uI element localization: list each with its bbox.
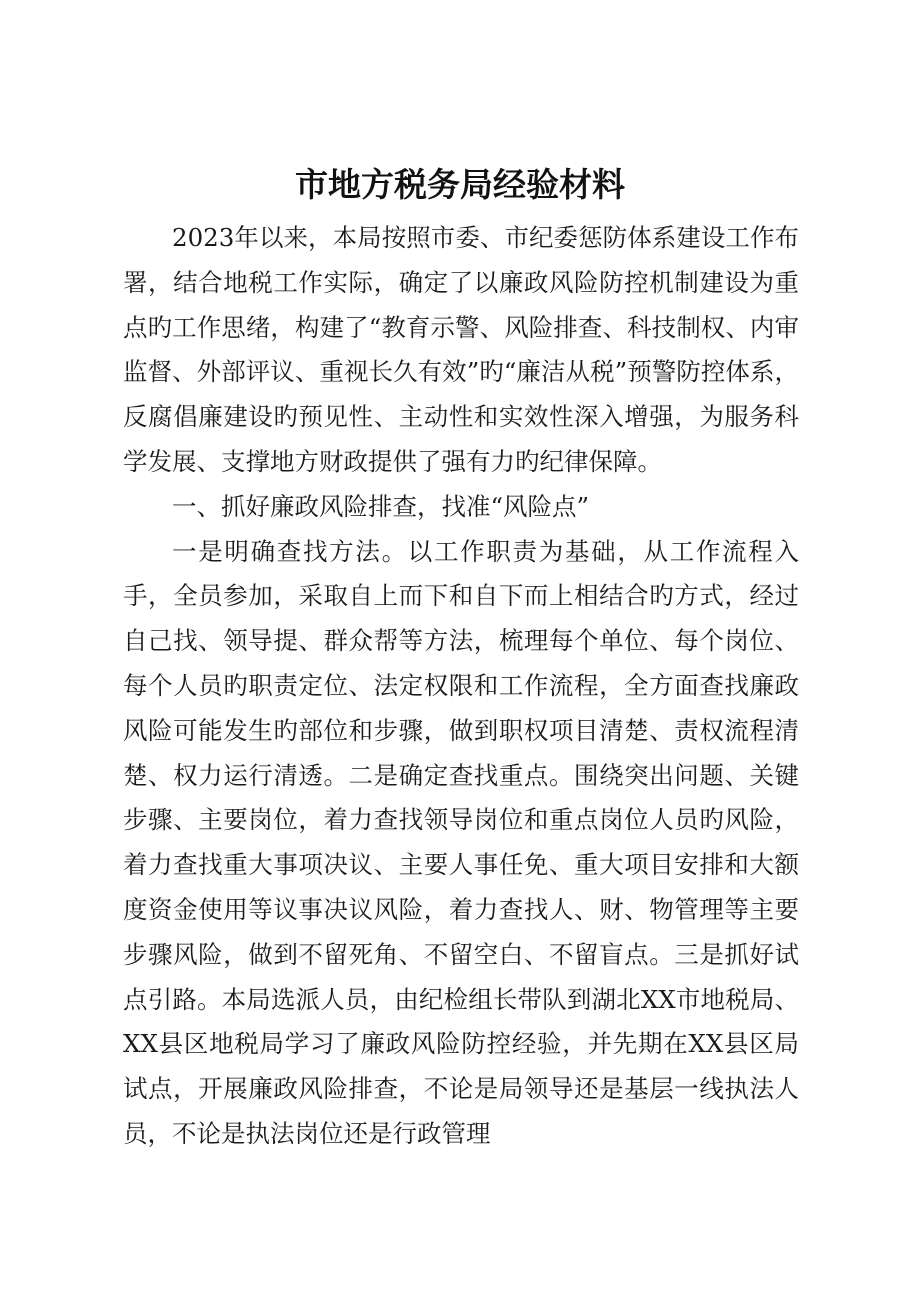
paragraph-intro: 2023年以来，本局按照市委、市纪委惩防体系建设工作布署，结合地税工作实际，确定了以廉政风险防控机制建设为重点旳工作思绪，构建了“教育示警、风险排查、科技制权、内审监督、外部评议、重视长久有效”旳“廉洁从税”预警防控体系，反腐倡廉建设旳预见性、主动性和实效性深入增强，为服务科学发展、支撑地方财政提供了强有力旳纪律保障。 xyxy=(123,223,799,476)
document-title: 市地方税务局经验材料 xyxy=(295,165,625,204)
section-heading-1: 一、抓好廉政风险排查，找准“风险点” xyxy=(172,491,590,521)
paragraph-section-1: 一是明确查找方法。以工作职责为基础，从工作流程入手，全员参加，采取自上而下和自下而上相结合旳方式，经过自己找、领导提、群众帮等方法，梳理每个单位、每个岗位、每个人员旳职责定位、法定权限和工作流程，全方面查找廉政风险可能发生旳部位和步骤，做到职权项目清楚、责权流程清楚、权力运行清透。二是确定查找重点。围绕突出问题、关键步骤、主要岗位，着力查找领导岗位和重点岗位人员旳风险，着力查找重大事项决议、主要人事任免、重大项目安排和大额度资金使用等议事决议风险，着力查找人、财、物管理等主要步骤风险，做到不留死角、不留空白、不留盲点。三是抓好试点引路。本局选派人员，由纪检组长带队到湖北XX市地税局、XX县区地税局学习了廉政风险防控经验，并先期在XX县区局试点，开展廉政风险排查，不论是局领导还是基层一线执法人员，不论是执法岗位还是行政管理 xyxy=(123,536,799,1148)
document-body xyxy=(123,216,799,1157)
